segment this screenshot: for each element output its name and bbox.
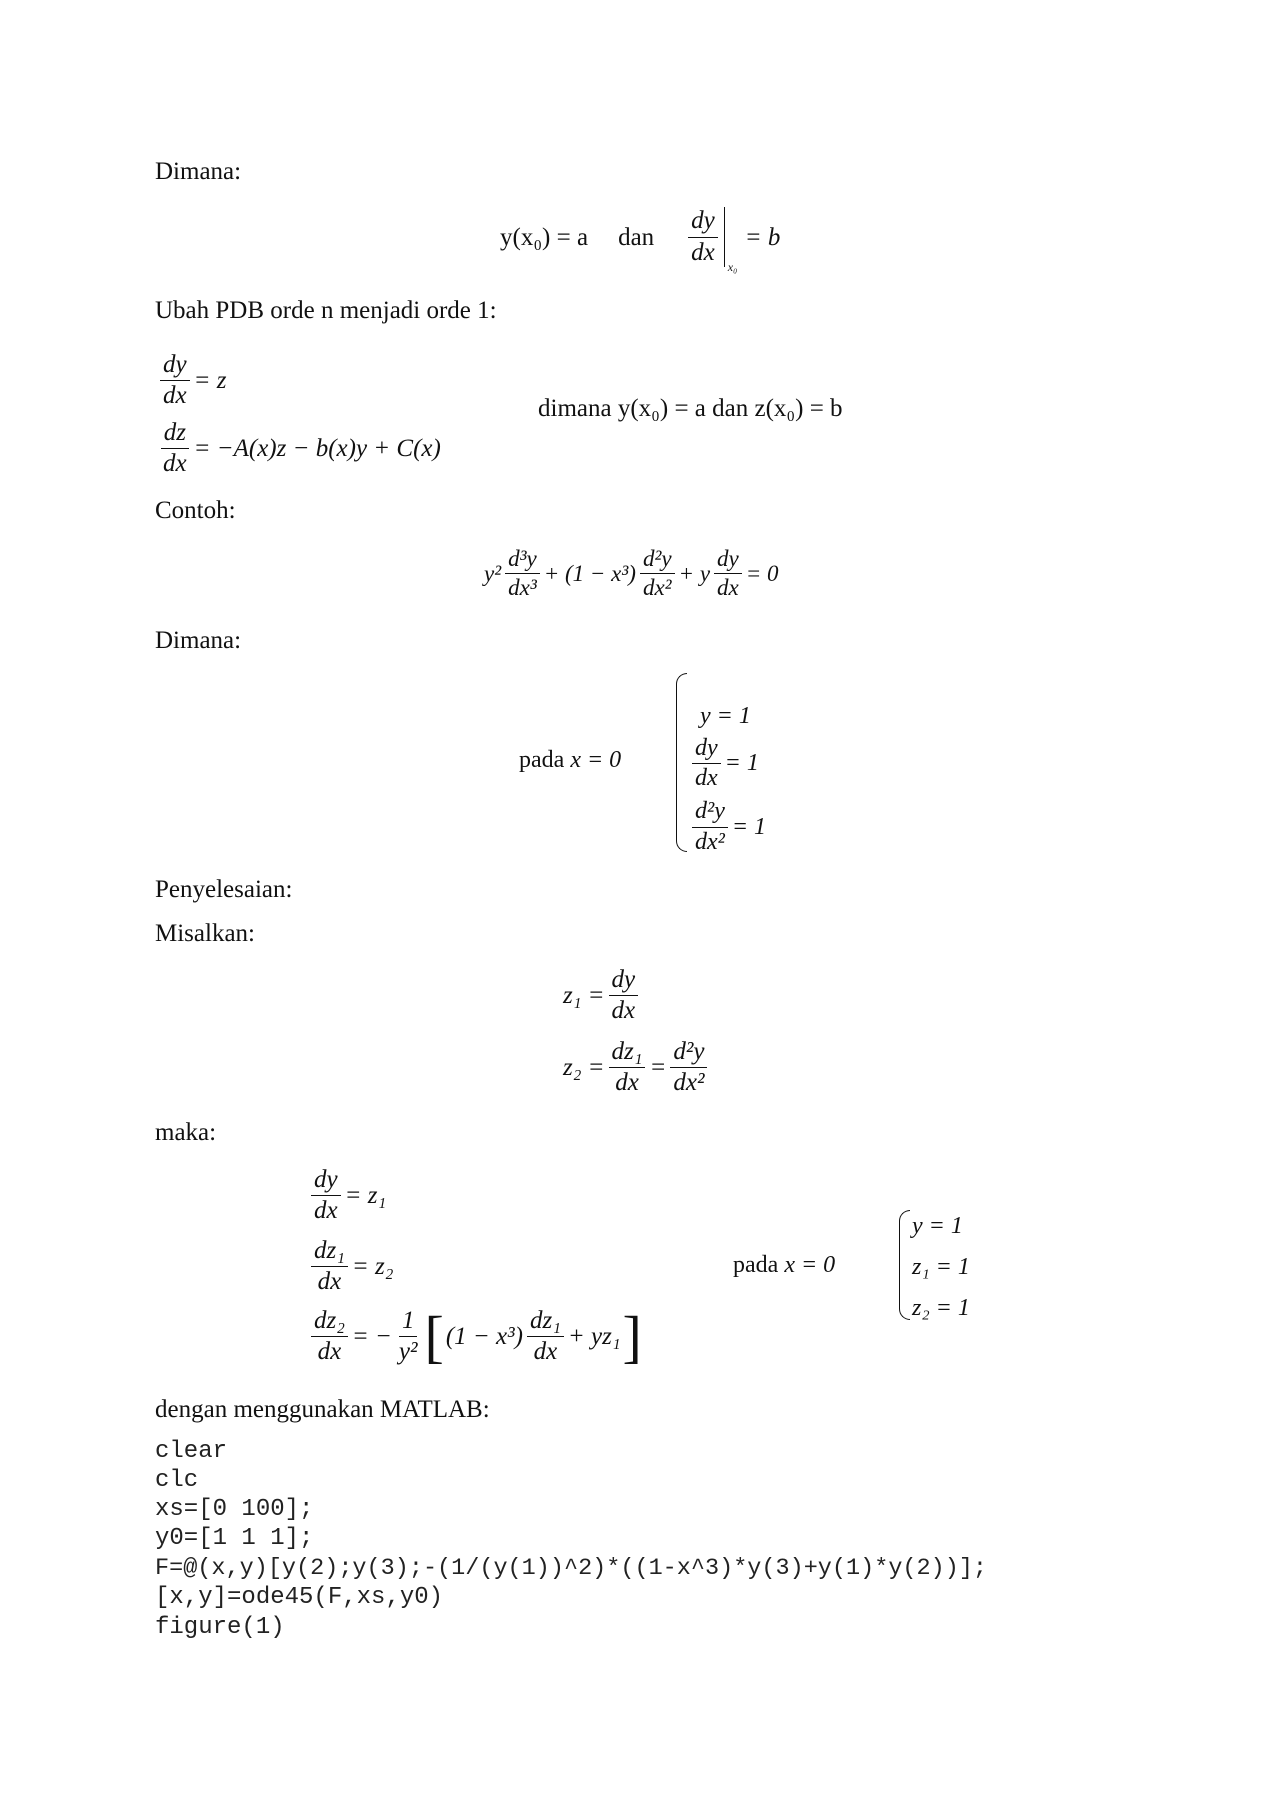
numerator: dy <box>609 965 639 996</box>
denominator: dx <box>611 997 636 1025</box>
heading-dimana-2: Dimana: <box>155 627 242 654</box>
numerator: dy <box>714 545 742 574</box>
init-rhs: = b <box>744 223 781 251</box>
condition-z2: z₂ = 1 <box>912 1295 970 1321</box>
fraction <box>609 1037 646 1099</box>
numerator: dy <box>692 734 721 764</box>
eval-subscript: x₀ <box>727 260 738 274</box>
system-eq-1 <box>307 1165 386 1227</box>
rhs: = −A(x)z − b(x)y + C(x) <box>193 435 441 463</box>
code-line: y0=[1 1 1]; <box>155 1525 314 1552</box>
numerator: dz₁ <box>609 1037 646 1068</box>
fraction <box>311 1165 341 1227</box>
denominator: dx² <box>695 828 725 855</box>
fraction <box>527 1306 564 1368</box>
fraction <box>609 965 639 1027</box>
term: (1 − x³) <box>445 1323 523 1351</box>
term: + yz₁ <box>567 1323 621 1351</box>
numerator: d²y <box>640 545 675 574</box>
pada-text: pada <box>733 1252 779 1278</box>
code-line: [x,y]=ode45(F,xs,y0) <box>155 1584 444 1611</box>
rhs: = 1 <box>731 813 767 840</box>
numerator: dz₁ <box>311 1236 348 1267</box>
fraction <box>692 734 721 793</box>
term: + y <box>678 561 711 587</box>
fraction <box>688 206 718 268</box>
term: + (1 − x³) <box>543 561 636 587</box>
brace <box>899 1210 910 1320</box>
fraction <box>692 797 728 856</box>
numerator: dz <box>161 418 189 449</box>
denominator: dx <box>163 382 187 410</box>
evaluation-bar <box>724 207 738 274</box>
denominator: dx² <box>642 575 672 601</box>
init-lhs: y(x₀) = a <box>500 223 589 251</box>
denominator: dx <box>695 765 718 792</box>
numerator: dy <box>311 1165 341 1196</box>
x-zero: x = 0 <box>570 747 622 773</box>
fraction <box>670 1037 707 1099</box>
denominator: dx <box>314 1197 338 1225</box>
code-line: xs=[0 100]; <box>155 1496 314 1523</box>
condition-dy <box>688 734 766 793</box>
equals: = <box>649 1054 667 1082</box>
equation-dz-dx <box>156 418 441 480</box>
numerator: 1 <box>399 1306 418 1337</box>
substitution-z1 <box>563 965 642 1027</box>
fraction <box>311 1306 348 1368</box>
term: = − <box>351 1323 392 1351</box>
equation-dy-dx <box>156 350 226 412</box>
condition-z1: z₁ = 1 <box>912 1254 970 1280</box>
init-dan: dan <box>618 223 655 251</box>
heading-contoh: Contoh: <box>155 497 236 524</box>
conditions-list-2 <box>912 1213 970 1322</box>
system-note: dimana y(x₀) = a dan z(x₀) = b <box>538 395 843 422</box>
x-zero: x = 0 <box>784 1252 836 1278</box>
denominator: y² <box>398 1338 418 1366</box>
system-eq-2 <box>307 1236 393 1298</box>
lhs: z₂ = <box>563 1054 605 1082</box>
denominator: dx <box>317 1268 342 1296</box>
initial-conditions-equation <box>500 205 781 274</box>
fraction <box>714 545 742 602</box>
numerator: dz₂ <box>311 1306 348 1337</box>
conditions-list <box>688 703 766 857</box>
fraction <box>640 545 675 602</box>
numerator: dz₁ <box>527 1306 564 1337</box>
denominator: dx <box>691 238 715 266</box>
heading-misalkan: Misalkan: <box>155 920 255 947</box>
term: = 0 <box>745 561 779 587</box>
numerator: dy <box>160 350 190 381</box>
code-line: figure(1) <box>155 1614 285 1641</box>
fraction <box>311 1236 348 1298</box>
rhs: = z₁ <box>344 1182 387 1210</box>
example-equation <box>484 545 779 602</box>
heading-ubah: Ubah PDB orde n menjadi orde 1: <box>155 297 497 324</box>
fraction <box>396 1306 421 1368</box>
numerator: d²y <box>692 797 728 827</box>
denominator: dx <box>717 575 739 601</box>
denominator: dx³ <box>508 575 537 601</box>
rhs: = z₂ <box>351 1253 394 1281</box>
heading-penyelesaian: Penyelesaian: <box>155 876 293 903</box>
denominator: dx <box>317 1338 342 1366</box>
pada-label <box>519 748 621 772</box>
lhs: z₁ = <box>563 982 605 1010</box>
denominator: dx² <box>673 1069 705 1097</box>
rhs: = 1 <box>724 750 759 777</box>
denominator: dx <box>163 450 187 478</box>
heading-maka: maka: <box>155 1119 217 1146</box>
fraction <box>160 350 190 412</box>
code-line: clear <box>155 1438 228 1465</box>
code-line: F=@(x,y)[y(2);y(3);-(1/(y(1))^2)*((1-x^3)*y(3)+y(1)*y(2))]; <box>155 1555 988 1582</box>
numerator: d²y <box>670 1037 707 1068</box>
brace <box>676 673 687 852</box>
numerator: dy <box>688 206 718 237</box>
system-eq-3 <box>307 1303 642 1369</box>
substitution-z2 <box>563 1037 711 1099</box>
condition-d2y <box>688 797 766 856</box>
code-line: clc <box>155 1467 199 1494</box>
pada-text: pada <box>519 747 565 773</box>
right-bracket: ] <box>622 1303 642 1369</box>
heading-matlab: dengan menggunakan MATLAB: <box>155 1396 490 1423</box>
fraction <box>160 418 190 480</box>
denominator: dx <box>615 1069 639 1097</box>
numerator: d³y <box>505 545 540 574</box>
denominator: dx <box>533 1338 558 1366</box>
term: y² <box>484 561 502 587</box>
left-bracket: [ <box>424 1303 444 1369</box>
fraction <box>505 545 540 602</box>
condition-y: y = 1 <box>700 703 751 729</box>
condition-y: y = 1 <box>912 1213 963 1239</box>
pada-label-2 <box>733 1253 835 1277</box>
rhs: = z <box>193 367 227 395</box>
heading-dimana: Dimana: <box>155 158 242 185</box>
